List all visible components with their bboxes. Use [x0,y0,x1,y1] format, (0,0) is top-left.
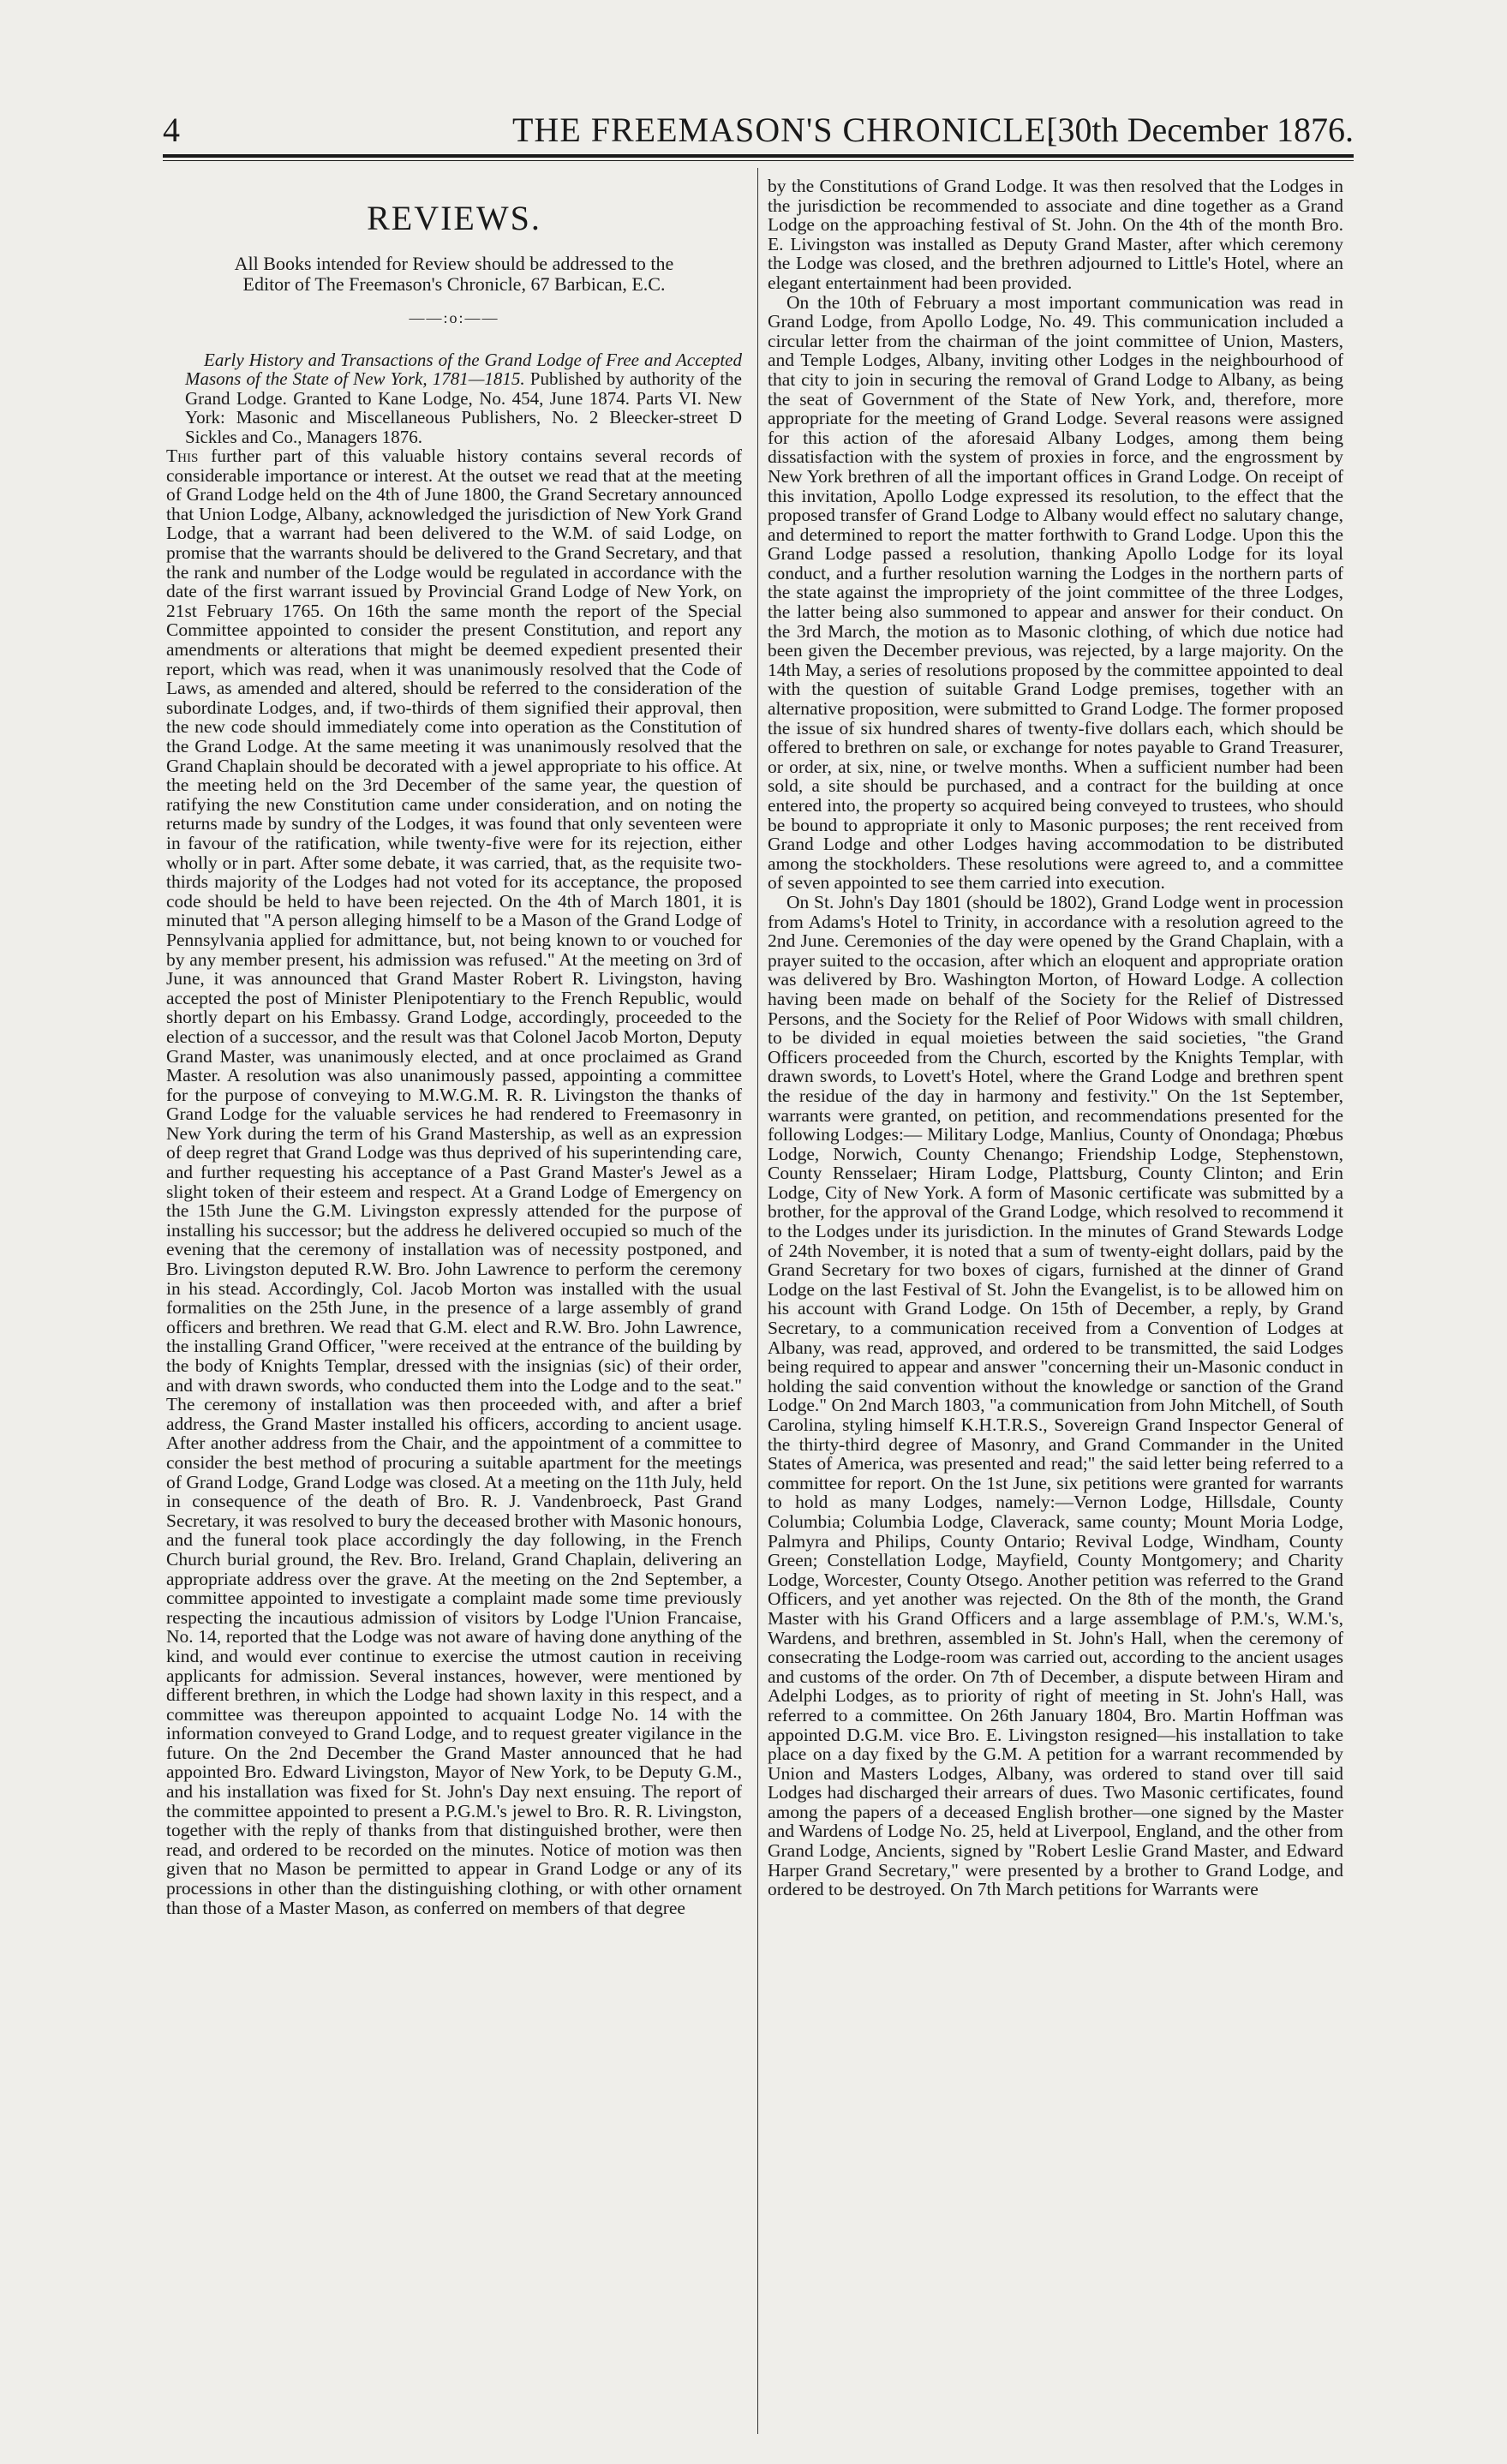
header-rule-thin [163,160,1354,161]
paragraph-st-johns-day: On St. John's Day 1801 (should be 1802), Grand Lodge went in procession from Adams's Hotel to Trinity, in accordance with a resolution agreed to the 2nd June. Ceremonies of the day were opened by the Grand Chaplain, with a prayer suited to the occasion, after which an eloquent and appropriate oration was delivered by Bro. Washington Morton, of Howard Lodge. A collection having been made on behalf of the Society for the Relief of Distressed Persons, and the Society for the Relief of Poor Widows with small children, to be divided in equal moieties between the said societies, "the Grand Officers proceeded from the Church, escorted by the Knights Templar, with drawn swords, to Lovett's Hotel, where the Grand Lodge and brethren spent the residue of the day in harmony and festivity." On the 1st September, warrants were granted, on petition, and recommendations presented for the following Lodges:— Military Lodge, Manlius, County of Onondaga; Phœbus Lodge, Norwich, County Chenango; Friendship Lodge, Stephenstown, County Rensselaer; Hiram Lodge, Plattsburg, County Clinton; and Erin Lodge, City of New York. A form of Masonic certificate was submitted by a brother, for the approval of the Grand Lodge, which resolved to recommend it to the Lodges under its jurisdiction. In the minutes of Grand Stewards Lodge of 24th November, it is noted that a sum of twenty-eight dollars, paid by the Grand Secretary for two boxes of cigars, furnished at the dinner of Grand Lodge on the last Festival of St. John the Evangelist, is to be allowed him on his account with Grand Lodge. On 15th of December, a reply, by Grand Secretary, to a communication received from a Convention of Lodges at Albany, was read, approved, and ordered to be transmitted, the said Lodges being required to appear and answer "concerning their un-Masonic conduct in holding the said convention without the knowledge or sanction of the Grand Lodge." On 2nd March 1803, "a communication from John Mitchell, of South Carolina, styling himself K.H.T.R.S., Sovereign Grand Inspector General of the thirty-third degree of Masonry, and Grand Commander in the United States of America, was presented and read;" the said letter being referred to a committee for report. On the 1st June, six petitions were granted for warrants to hold as many Lodges, namely:—Vernon Lodge, Hillsdale, County Columbia; Columbia Lodge, Claverack, same county; Mount Moria Lodge, Palmyra and Philips, County Ontario; Revival Lodge, Windham, County Green; Constellation Lodge, Mayfield, County Montgomery; and Charity Lodge, Worcester, County Otsego. Another petition was referred to the Grand Officers, and yet another was rejected. On the 8th of the month, the Grand Master with his Grand Officers and a large assemblage of P.M.'s, W.M.'s, Wardens, and brethren, assembled in St. John's Hall, when the ceremony of consecrating the Lodge-room was carried out, according to the ancient usages and customs of the order. On 7th of December, a dispute between Hiram and Adelphi Lodges, as to priority of right of meeting in St. John's Hall, was referred to a committee. On 26th January 1804, Bro. Martin Hoffman was appointed D.G.M. vice Bro. E. Livingston resigned—his installation to take place on a day fixed by the G.M. A petition for a warrant recommended by Union and Masters Lodges, Albany, was ordered to stand over till said Lodges had discharged their arrears of dues. Two Masonic certificates, found among the papers of a deceased English brother—one signed by the Master and Wardens of Lodge No. 25, held at Liverpool, England, and the other from Grand Lodge, Ancients, signed by "Robert Leslie Grand Master, and Edward Harper Grand Secretary," were presented by a brother to Grand Lodge, and ordered to be destroyed. On 7th March petitions for Warrants were [768,891,1344,1900]
right-column [768,176,1343,1899]
page-header [163,110,1354,151]
newspaper-title: THE FREEMASON'S CHRONICLE. [512,111,1056,149]
paragraph-february: On the 10th of February a most important communication was read in Grand Lodge, from Apollo Lodge, No. 49. This communication included a circular letter from the chairman of the joint committee of Union, Masters, and Temple Lodges, Albany, inviting other Lodges in the neighbourhood of that city to join in securing the removal of Grand Lodge to Albany, as being the seat of Government of the State of New York, and, therefore, more appropriate for the meeting of Grand Lodge. Several reasons were assigned for this action of the aforesaid Albany Lodges, among them being dissatisfaction with the system of proxies in force, and the engrossment by New York brethren of all the important offices in Grand Lodge. On receipt of this invitation, Apollo Lodge expressed its resolution, to the effect that the proposed transfer of Grand Lodge to Albany would effect no salutary change, and determined to report the matter forthwith to Grand Lodge. Upon this the Grand Lodge passed a resolution, thanking Apollo Lodge for its loyal conduct, and a further resolution warning the Lodges in the northern parts of the state against the impropriety of the joint committee of the three Lodges, the latter being also summoned to appear and answer for their conduct. On the 3rd March, the motion as to Masonic clothing, of which due notice had been given the December previous, was rejected, by a large majority. On the 14th May, a series of resolutions proposed by the committee appointed to deal with the question of suitable Grand Lodge premises, together with an alternative proposition, were submitted to Grand Lodge. The former proposed the issue of six hundred shares of twenty-five dollars each, which should be offered to brethren on sale, or exchange for notes payable to Grand Treasurer, or order, at six, nine, or twelve months. When a sufficient number had been sold, a site should be purchased, and a contract for the building at once entered into, the property so acquired being conveyed to trustees, who should be bound to appropriate it only to Masonic purposes; the rent received from Grand Lodge and other Lodges having accommodation to be distributed among the stockholders. These resolutions were agreed to, and a committee of seven appointed to see them carried into execution. [768,291,1343,894]
lead-word: This [166,446,199,467]
bibliographic-entry [166,350,742,447]
left-column [166,180,742,1917]
review-body: further part of this valuable history contains several records of considerable importance or interest. At the outset we read that at the meeting of Grand Lodge held on the 4th of June 1800, the Grand Secretary announced that Union Lodge, Albany, acknowledged the jurisdiction of New York Grand Lodge, that a warrant had been delivered to the W.M. of said Lodge, on promise that the warrants should be delivered to the Grand Secretary, and that the rank and number of the Lodge would be regulated in accordance with the date of the first warrant issued by Provincial Grand Lodge of New York, on 21st February 1765. On 16th the same month the report of the Special Committee appointed to consider the present Constitution, and report any amendments or alterations that might be deemed expedient presented their report, which was read, when it was unanimously resolved that the Code of Laws, as amended and altered, should be referred to the consideration of the subordinate Lodges, and, if two-thirds of them signified their approval, then the new code should immediately come into operation as the Constitution of the Grand Lodge. At the same meeting it was unanimously resolved that the Grand Chaplain should be decorated with a jewel appropriate to his office. At the meeting held on the 3rd December of the same year, the question of ratifying the new Constitution came under consideration, and on noting the returns made by sundry of the Lodges, it was found that only seventeen were in favour of the ratification, while twenty-five were for its rejection, either wholly or in part. After some debate, it was carried, that, as the requisite two-thirds majority of the Lodges had not voted for its acceptance, the proposed code should be held to have been rejected. On the 4th of March 1801, it is minuted that "A person alleging himself to be a Mason of the Grand Lodge of Pennsylvania applied for admittance, but, not being known to or vouched for by any member present, his admission was refused." At the meeting on 3rd of June, it was announced that Grand Master Robert R. Livingston, having accepted the post of Minister Plenipotentiary to the French Republic, would shortly depart on his Embassy. Grand Lodge, accordingly, proceeded to the election of a successor, and the result was that Colonel Jacob Morton, Deputy Grand Master, was unanimously elected, and at once proclaimed as Grand Master. A resolution was also unanimously passed, appointing a committee for the purpose of conveying to M.W.G.M. R. R. Livingston the thanks of Grand Lodge for the valuable services he had rendered to Freemasonry in New York during the term of his Grand Mastership, as well as an expression of deep regret that Grand Lodge was thus deprived of his superintending care, and further requesting his acceptance of a Past Grand Master's Jewel as a slight token of their esteem and respect. At a Grand Lodge of Emergency on the 15th June the G.M. Livingston expressly attended for the purpose of installing his successor; but the address he delivered occupied so much of the evening that the ceremony of installation was of necessity postponed, and Bro. Livingston deputed R.W. Bro. John Lawrence to perform the ceremony in his stead. Accordingly, Col. Jacob Morton was installed with the usual formalities on the 25th June, in the presence of a large assembly of grand officers and brethren. We read that G.M. elect and R.W. Bro. John Lawrence, the installing Grand Officer, "were received at the entrance of the building by the body of Knights Templar, dressed with the insignias (sic) of their order, and with drawn swords, who conducted them into the Lodge and to the seat." The ceremony of installation was then proceeded with, and after a brief address, the Grand Master installed his officers, according to ancient usage. After another address from the Chair, and the appointment of a committee to consider the best method of procuring a suitable apartment for the meetings of Grand Lodge, Grand Lodge was closed. At a meeting on the 11th July, held in consequence of the death of Bro. R. J. Vandenbroeck, Past Grand Secretary, it was resolved to bury the deceased brother with Masonic honours, and the funeral took place accordingly the day following, in the French Church burial ground, the Rev. Bro. Ireland, Grand Chaplain, delivering an appropriate address over the grave. At the meeting on the 2nd September, a committee appointed to investigate a complaint made some time previously respecting the incautious admission of visitors by Lodge l'Union Francaise, No. 14, reported that the Lodge was not aware of having done anything of the kind, and would ever continue to exercise the utmost caution in receiving applicants for admission. Several instances, however, were mentioned by different brethren, in which the Lodge had shown laxity in this respect, and a committee was thereupon appointed to acquaint Lodge No. 14 with the information conveyed to Grand Lodge, and to request greater vigilance in the future. On the 2nd December the Grand Master announced that he had appointed Bro. Edward Livingston, Mayor of New York, to be Deputy G.M., and his installation was fixed for St. John's Day next ensuing. The report of the committee appointed to present a P.G.M.'s jewel to Bro. R. R. Livingston, together with the reply of thanks from that distinguished brother, were then read, and ordered to be recorded on the minutes. Notice of motion was then given that no Mason be permitted to appear in Grand Lodge or any of its processions in other than the distinguishing clothing, or with other ornament than those of a Master Mason, as conferred on members of that degree [166,446,743,1918]
book-details: Published by authority of the Grand Lodge. Granted to Kane Lodge, No. 454, June 1874. Parts VI. New York: Masonic and Miscellaneous Publishers, No. 2 Bleecker-street D Sickles and Co., Managers 1876. [185,368,742,447]
separator-ornament: ——:o:—— [409,309,499,326]
book-title: Early History and Transactions of the Grand Lodge of Free and Accepted Masons of the State of New York, 1781—1815. [185,349,742,390]
review-notice [166,254,742,295]
page-number: 4 [163,111,180,149]
issue-date: [30th December 1876. [1046,111,1354,149]
column-divider [757,168,758,2434]
notice-line-1: All Books intended for Review should be addressed to the [234,253,674,274]
notice-line-2: Editor of The Freemason's Chronicle, 67 Barbican, E.C. [242,273,666,295]
paragraph-continued: by the Constitutions of Grand Lodge. It was then resolved that the Lodges in the jurisdiction be recommended to associate and dine together as a Grand Lodge on the approaching festival of St. John. On the 4th of the month Bro. E. Livingston was installed as Deputy Grand Master, after which ceremony the Lodge was closed, and the brethren adjourned to Little's Hotel, where an elegant entertainment had been provided. [768,176,1343,293]
header-rule-thick [163,154,1354,158]
review-paragraph [166,446,742,1917]
section-title: REVIEWS. [367,199,541,237]
